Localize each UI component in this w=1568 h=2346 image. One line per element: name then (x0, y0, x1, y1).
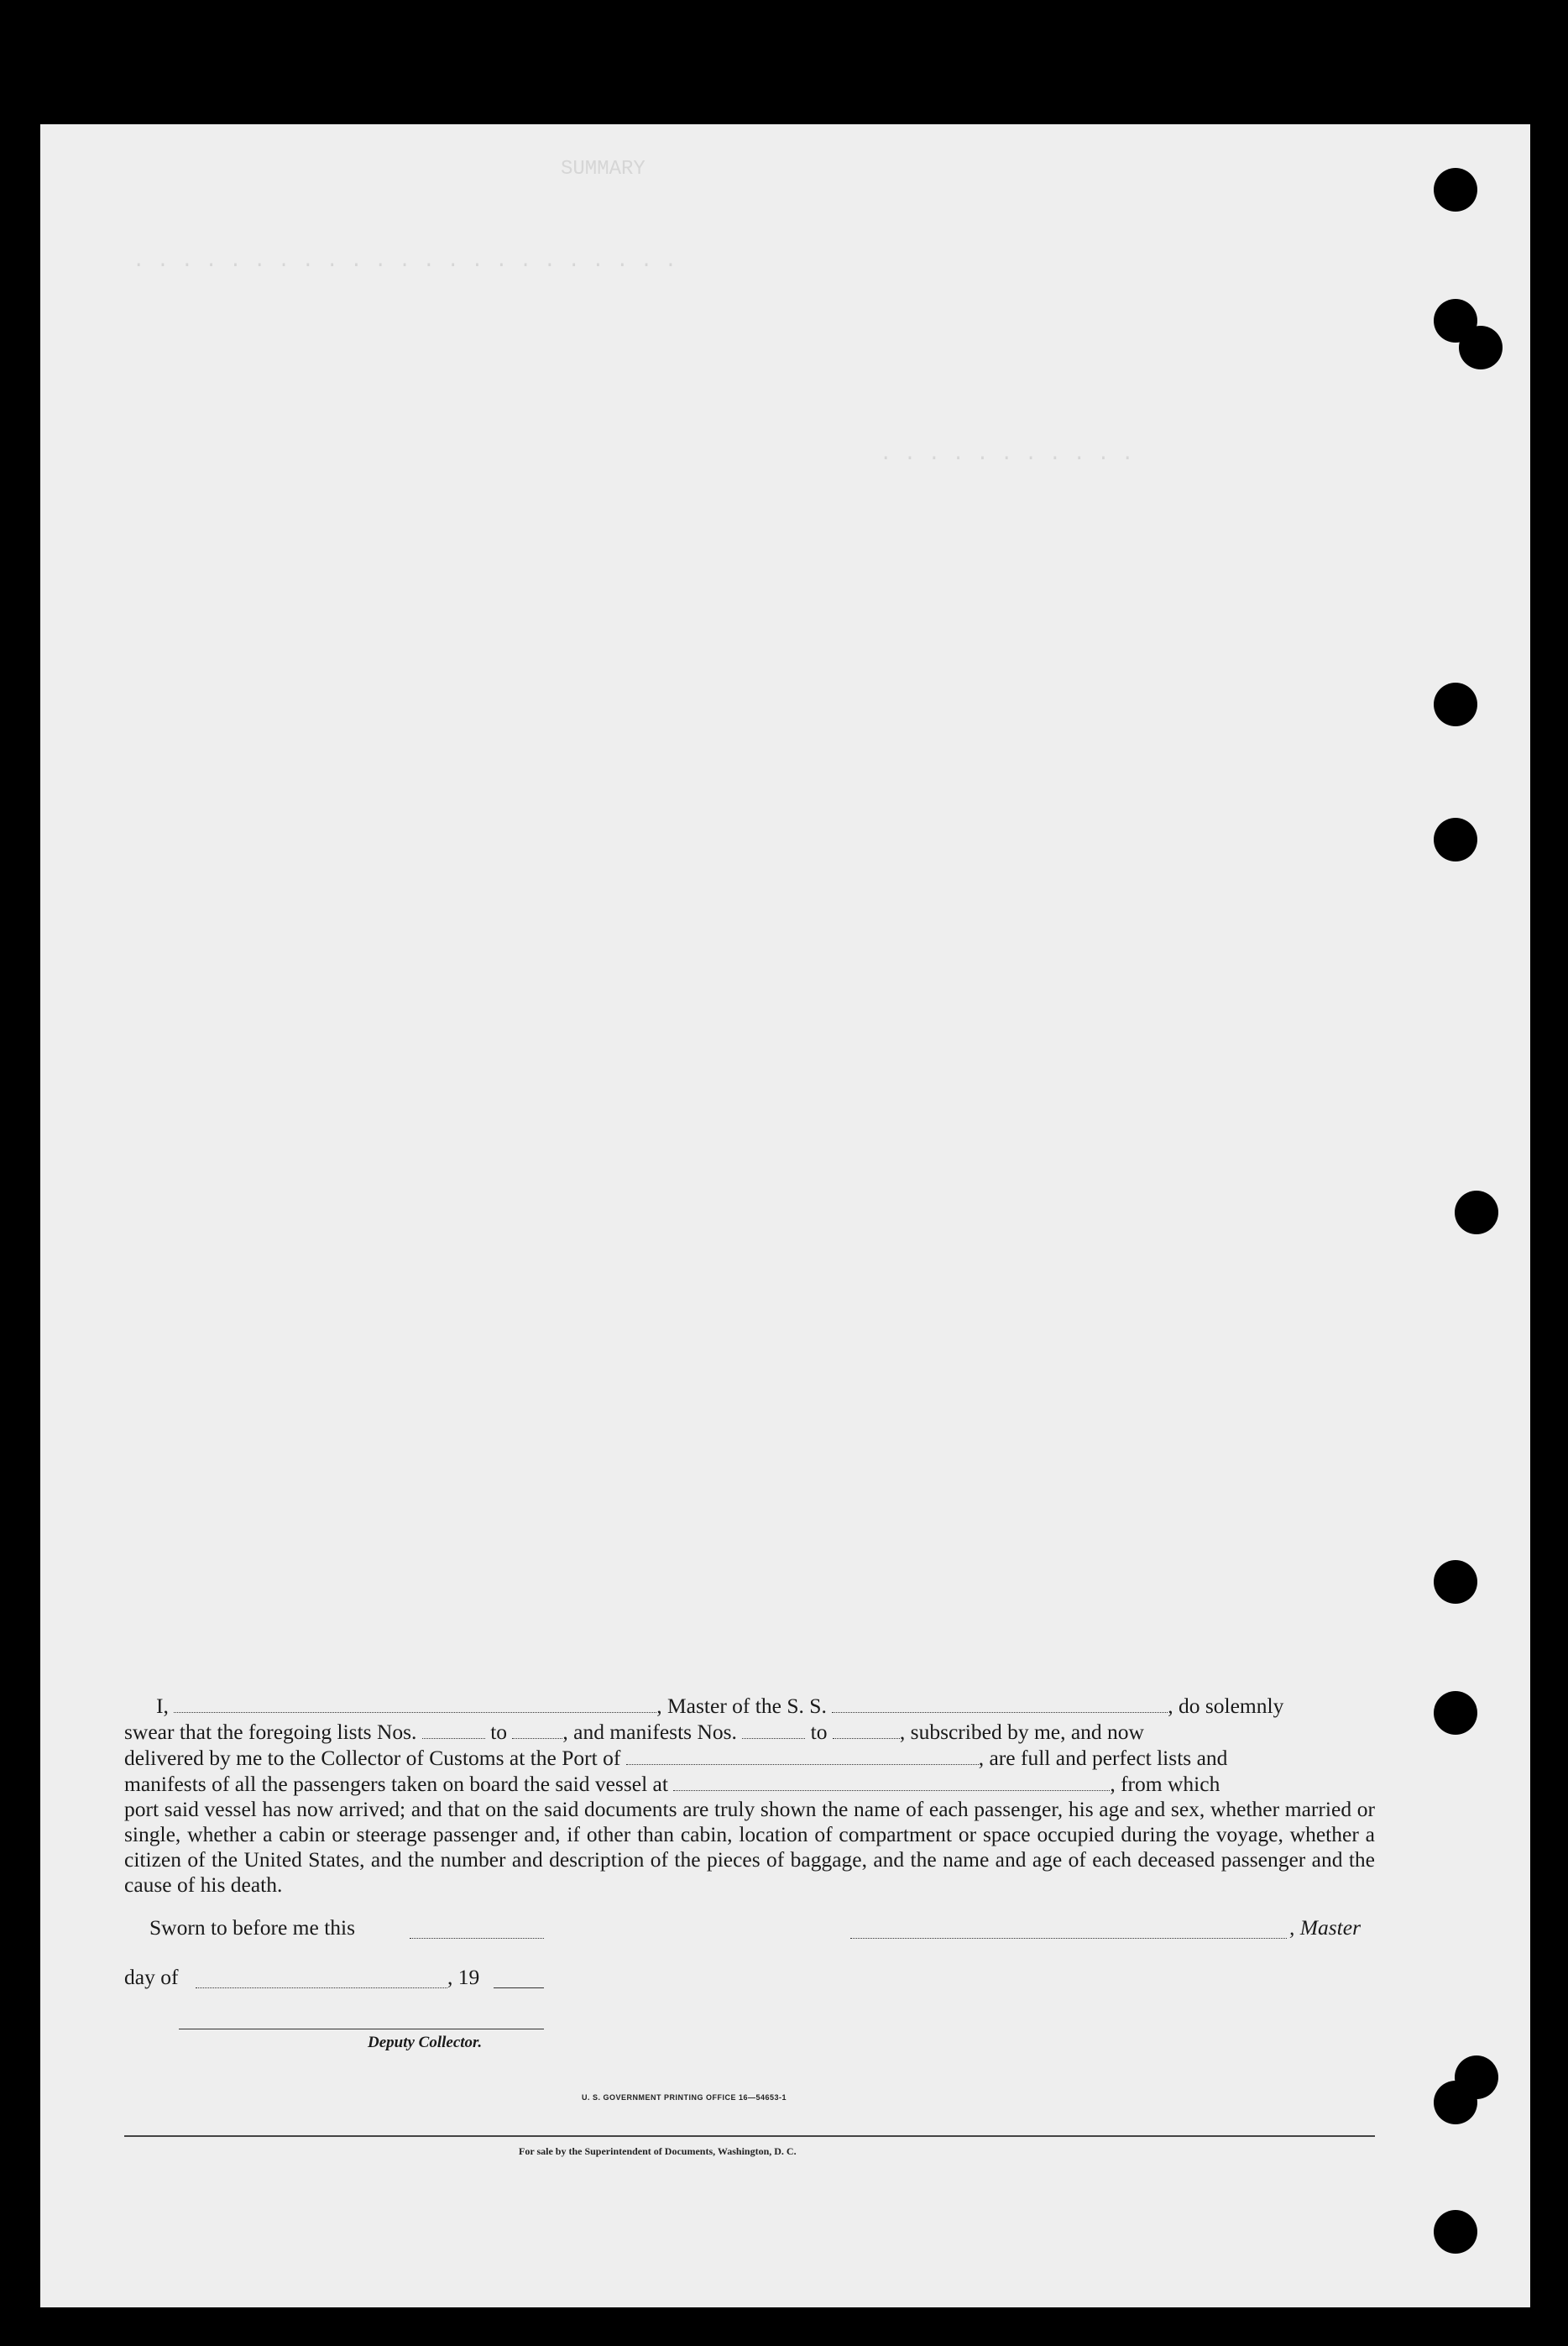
oath-to-2: to (810, 1719, 828, 1744)
sworn-date-line[interactable] (410, 1938, 544, 1939)
port-blank[interactable] (626, 1745, 979, 1765)
for-sale-note: For sale by the Superintendent of Documents, Washington, D. C. (519, 2145, 797, 2157)
printing-office-note: U. S. GOVERNMENT PRINTING OFFICE 16—54653-1 (582, 2093, 787, 2102)
bleed-through-text: . . . . . . . . . . . . . . . . . . . . . . . (133, 250, 677, 273)
punch-hole (1434, 168, 1477, 212)
day-of-line[interactable] (196, 1987, 447, 1988)
deputy-collector-label: Deputy Collector. (368, 2034, 483, 2051)
vessel-name-blank[interactable] (832, 1693, 1168, 1713)
punch-hole (1459, 326, 1503, 369)
year-line[interactable] (494, 1987, 544, 1988)
oath-solemnly: , do solemnly (1168, 1693, 1284, 1718)
oath-master-of: , Master of the S. S. (656, 1693, 827, 1718)
list-from-blank[interactable] (422, 1719, 485, 1739)
oath-swear: swear that the foregoing lists Nos. (124, 1719, 417, 1744)
oath-manifests: , and manifests Nos. (562, 1719, 737, 1744)
year-label: , 19 (447, 1965, 480, 1989)
oath-line-2 (124, 1719, 1375, 1745)
document-page (40, 124, 1530, 2307)
punch-hole (1434, 1691, 1477, 1735)
oath-delivered: delivered by me to the Collector of Customs at the Port of (124, 1745, 621, 1770)
oath-body: port said vessel has now arrived; and that on the said documents are truly shown the name of each passenger, his age and sex, whether married or single, whether a cabin or steerage passenger and, if other than cabin, location of compartment or space occupied during the voyage, whether a citizen of the United States, and the number and description of the pieces of baggage, and the name and age of each deceased passenger and the cause of his death. (124, 1797, 1375, 1898)
sworn-label: Sworn to before me this (149, 1915, 356, 1940)
list-to-blank[interactable] (512, 1719, 562, 1739)
master-signature-line[interactable] (850, 1938, 1287, 1939)
master-label: , Master (1289, 1915, 1361, 1940)
punch-hole (1455, 1191, 1498, 1234)
departure-port-blank[interactable] (673, 1771, 1110, 1791)
bleed-through-text: . . . . . . . . . . . (880, 443, 1134, 466)
footer-rule (124, 2135, 1375, 2137)
oath-subscribed: , subscribed by me, and now (899, 1719, 1144, 1744)
punch-hole (1434, 2081, 1477, 2124)
oath-full: , are full and perfect lists and (978, 1745, 1228, 1770)
punch-hole (1434, 2210, 1477, 2254)
punch-hole (1434, 818, 1477, 861)
punch-hole (1434, 683, 1477, 726)
oath-line-4 (124, 1771, 1375, 1797)
oath-line-1 (124, 1693, 1375, 1719)
oath-line-3 (124, 1745, 1375, 1771)
bleed-through-text: SUMMARY (561, 158, 645, 181)
oath-from-which: , from which (1110, 1771, 1220, 1796)
oath-to-1: to (490, 1719, 508, 1744)
manifest-from-blank[interactable] (742, 1719, 805, 1739)
oath-i: I, (156, 1693, 169, 1718)
master-oath-paragraph (124, 1693, 1375, 1898)
master-name-blank[interactable] (174, 1693, 656, 1713)
day-of-label: day of (124, 1965, 179, 1989)
oath-manifests-all: manifests of all the passengers taken on board the said vessel at (124, 1771, 668, 1796)
punch-hole (1434, 1560, 1477, 1604)
manifest-to-blank[interactable] (833, 1719, 900, 1739)
